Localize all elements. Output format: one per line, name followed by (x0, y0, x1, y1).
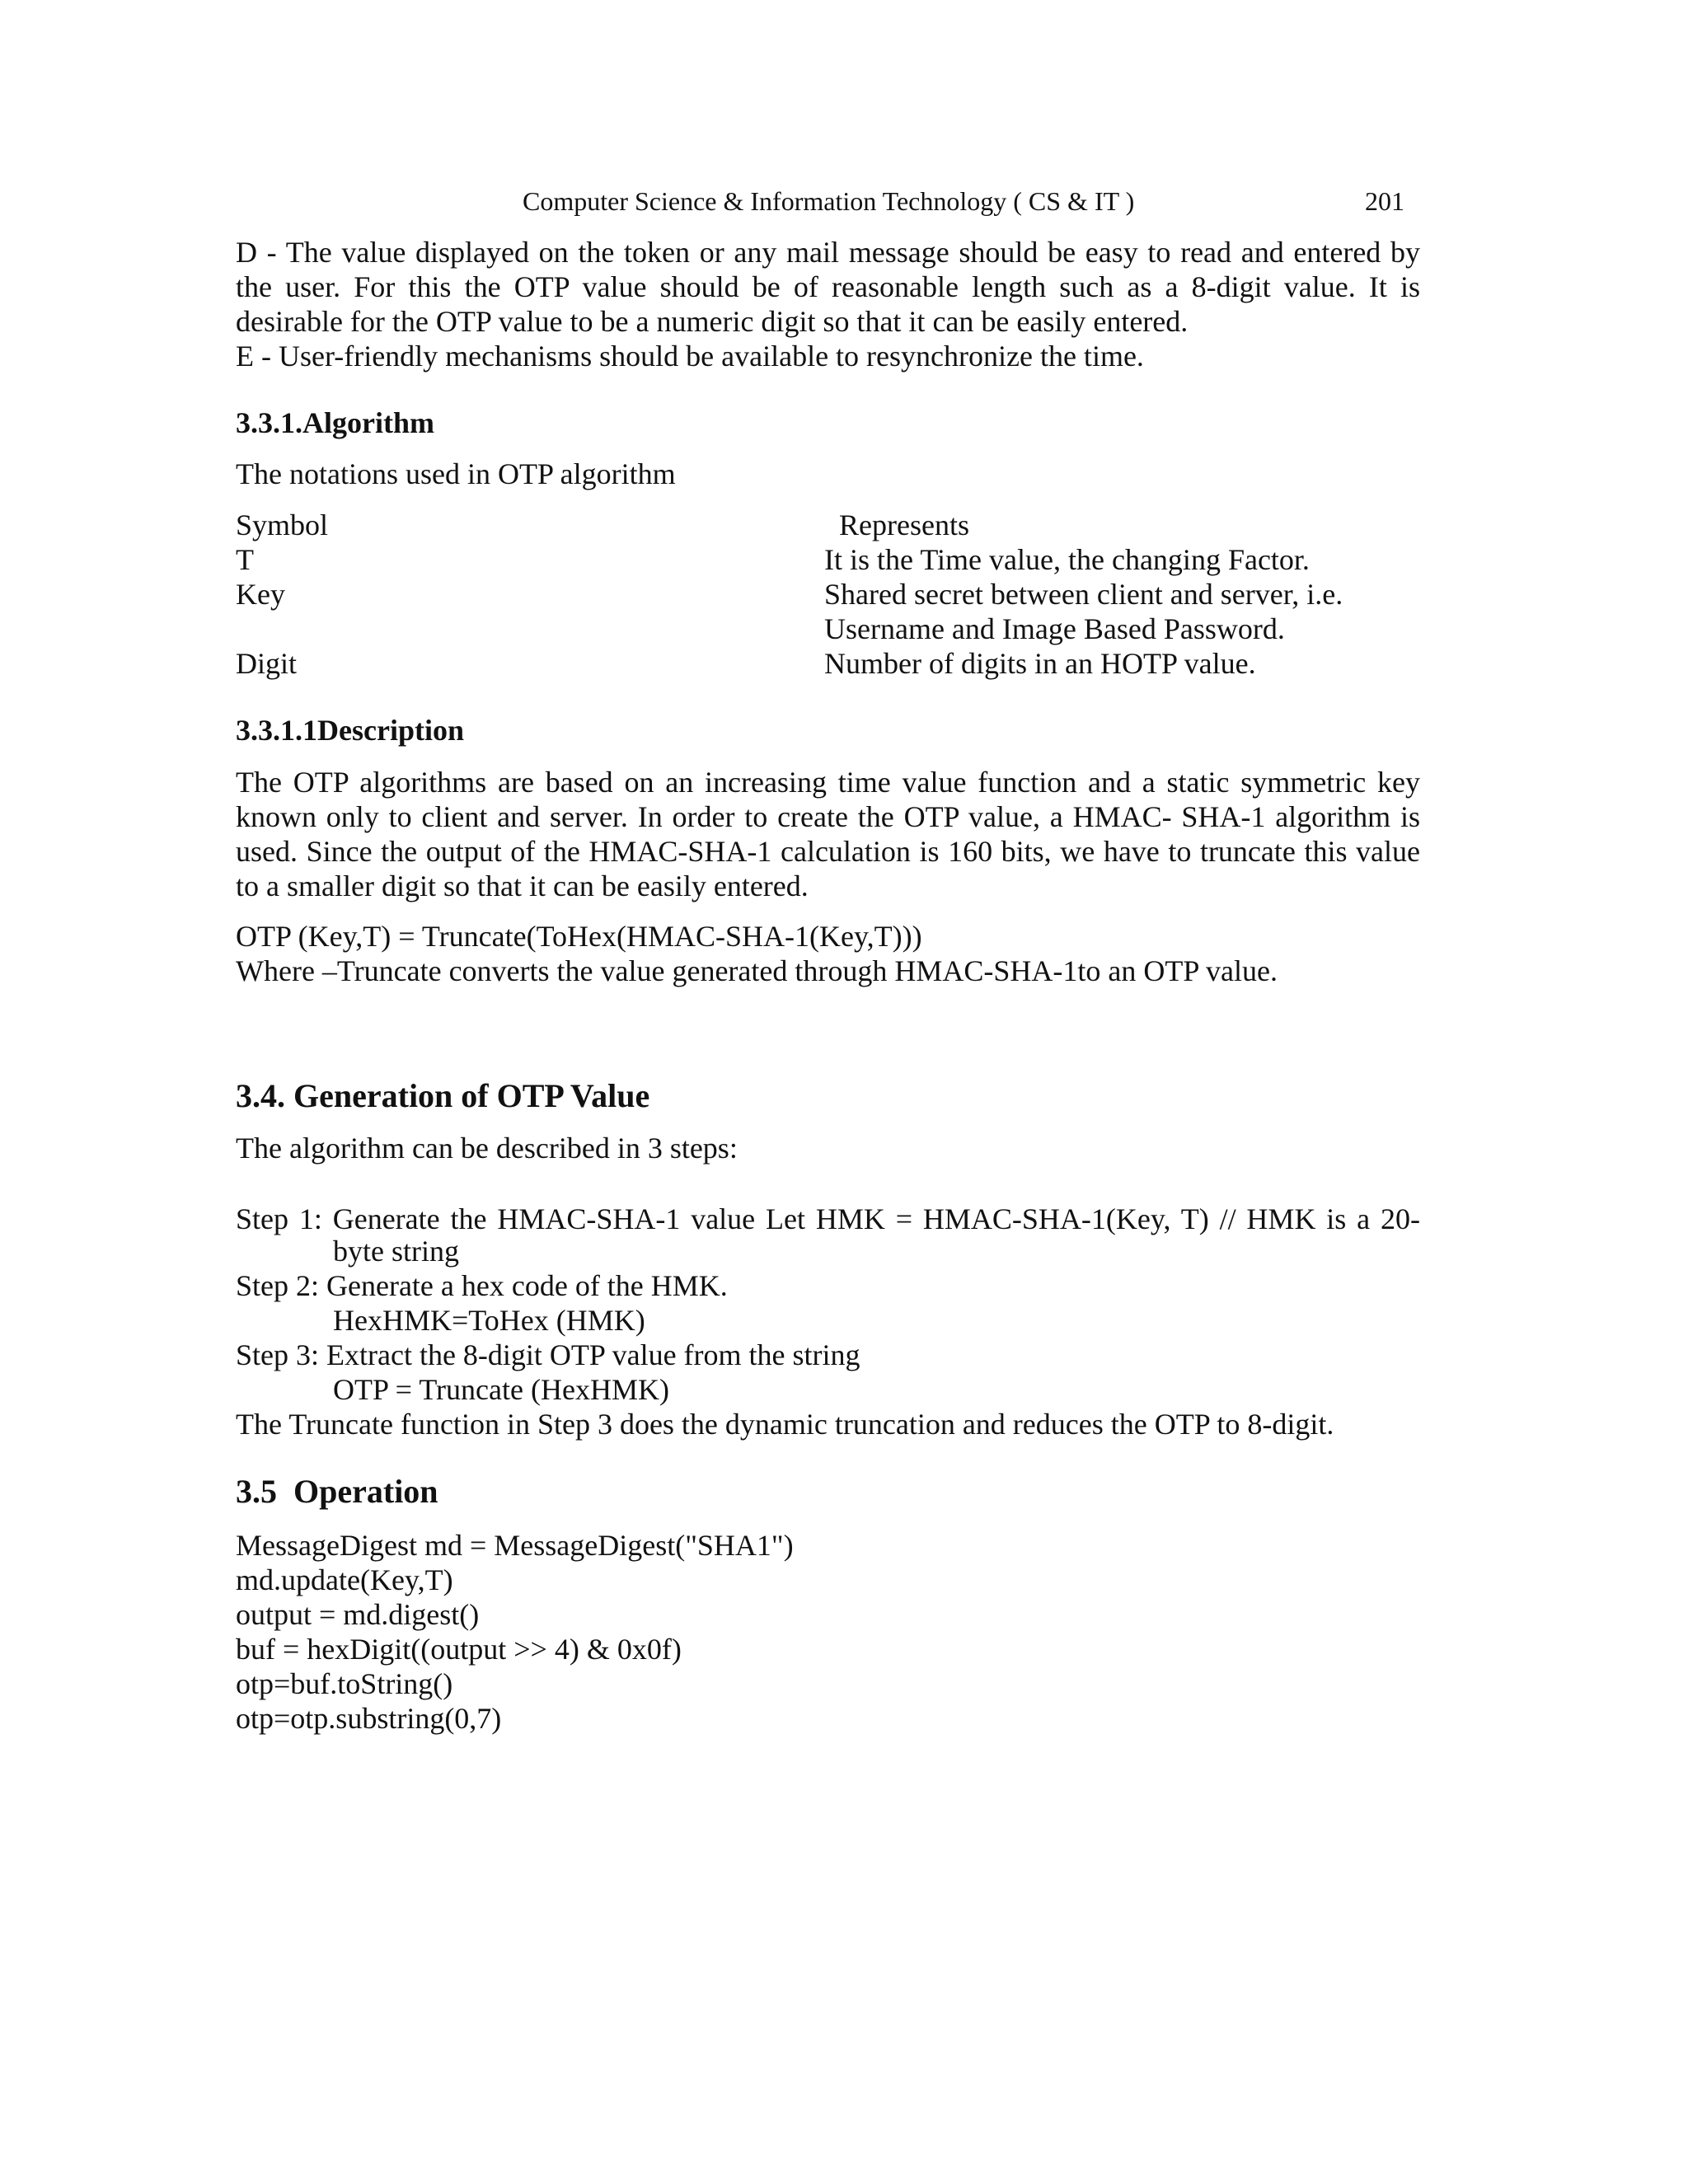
table-cell-represents: Username and Image Based Password. (824, 612, 1285, 645)
table-cell-represents: It is the Time value, the changing Factor. (824, 543, 1310, 576)
step-line: HexHMK=ToHex (HMK) (333, 1304, 645, 1337)
section-heading-description: 3.3.1.1Description (236, 714, 464, 747)
code-line: output = md.digest() (236, 1598, 480, 1631)
otp-formula: OTP (Key,T) = Truncate(ToHex(HMAC-SHA-1(Key,T))) (236, 920, 922, 953)
description-paragraph (236, 765, 1420, 903)
step-line: Step 1: Generate the HMAC-SHA-1 value Let HMK = HMAC-SHA-1(Key, T) // HMK is a 20- (236, 1202, 1420, 1235)
section-heading-generation: 3.4. Generation of OTP Value (236, 1077, 650, 1114)
code-line: buf = hexDigit((output >> 4) & 0x0f) (236, 1633, 682, 1666)
paragraph-line: D - The value displayed on the token or any mail message should be easy to read and entered by (236, 236, 1420, 269)
code-line: md.update(Key,T) (236, 1563, 453, 1596)
running-header-title: Computer Science & Information Technology ( CS & IT ) (523, 186, 1135, 216)
paragraph-e: E - User-friendly mechanisms should be available to resynchronize the time. (236, 340, 1144, 373)
paragraph-line: The OTP algorithms are based on an increasing time value function and a static symmetric key (236, 766, 1420, 799)
code-line: otp=buf.toString() (236, 1667, 453, 1700)
table-cell-represents: Shared secret between client and server, i.e. (824, 578, 1343, 611)
table-cell-symbol: Digit (236, 647, 298, 680)
paragraph-d (236, 235, 1420, 339)
algorithm-intro: The notations used in OTP algorithm (236, 457, 676, 490)
generation-intro: The algorithm can be described in 3 steps: (236, 1132, 738, 1165)
table-cell-represents: Number of digits in an HOTP value. (824, 647, 1256, 680)
paragraph-line: known only to client and server. In order to create the OTP value, a HMAC- SHA-1 algorithm is (236, 800, 1420, 833)
code-line: otp=otp.substring(0,7) (236, 1702, 502, 1735)
table-cell-symbol: Key (236, 578, 285, 611)
formula-explanation: Where –Truncate converts the value generated through HMAC-SHA-1to an OTP value. (236, 954, 1278, 987)
step-3: Step 3: Extract the 8-digit OTP value from the string (236, 1338, 860, 1371)
table-cell-symbol: T (236, 543, 254, 576)
table-header-represents: Represents (839, 509, 969, 541)
step-line: OTP = Truncate (HexHMK) (333, 1373, 669, 1406)
code-line: MessageDigest md = MessageDigest("SHA1") (236, 1529, 794, 1562)
step-2: Step 2: Generate a hex code of the HMK. (236, 1269, 728, 1302)
paragraph-line: used. Since the output of the HMAC-SHA-1 calculation is 160 bits, we have to truncate this value (236, 835, 1420, 868)
generation-conclusion: The Truncate function in Step 3 does the dynamic truncation and reduces the OTP to 8-digit. (236, 1408, 1334, 1441)
paragraph-line: desirable for the OTP value to be a numeric digit so that it can be easily entered. (236, 305, 1189, 338)
step-line: byte string (333, 1235, 459, 1268)
paragraph-line: the user. For this the OTP value should be of reasonable length such as a 8-digit value. It is (236, 270, 1420, 303)
step-1 (236, 1202, 1420, 1236)
paragraph-line: to a smaller digit so that it can be easily entered. (236, 869, 809, 902)
section-heading-operation: 3.5 Operation (236, 1473, 438, 1510)
section-heading-algorithm: 3.3.1.Algorithm (236, 406, 434, 439)
page-number: 201 (1365, 186, 1404, 216)
table-header-symbol: Symbol (236, 509, 329, 541)
